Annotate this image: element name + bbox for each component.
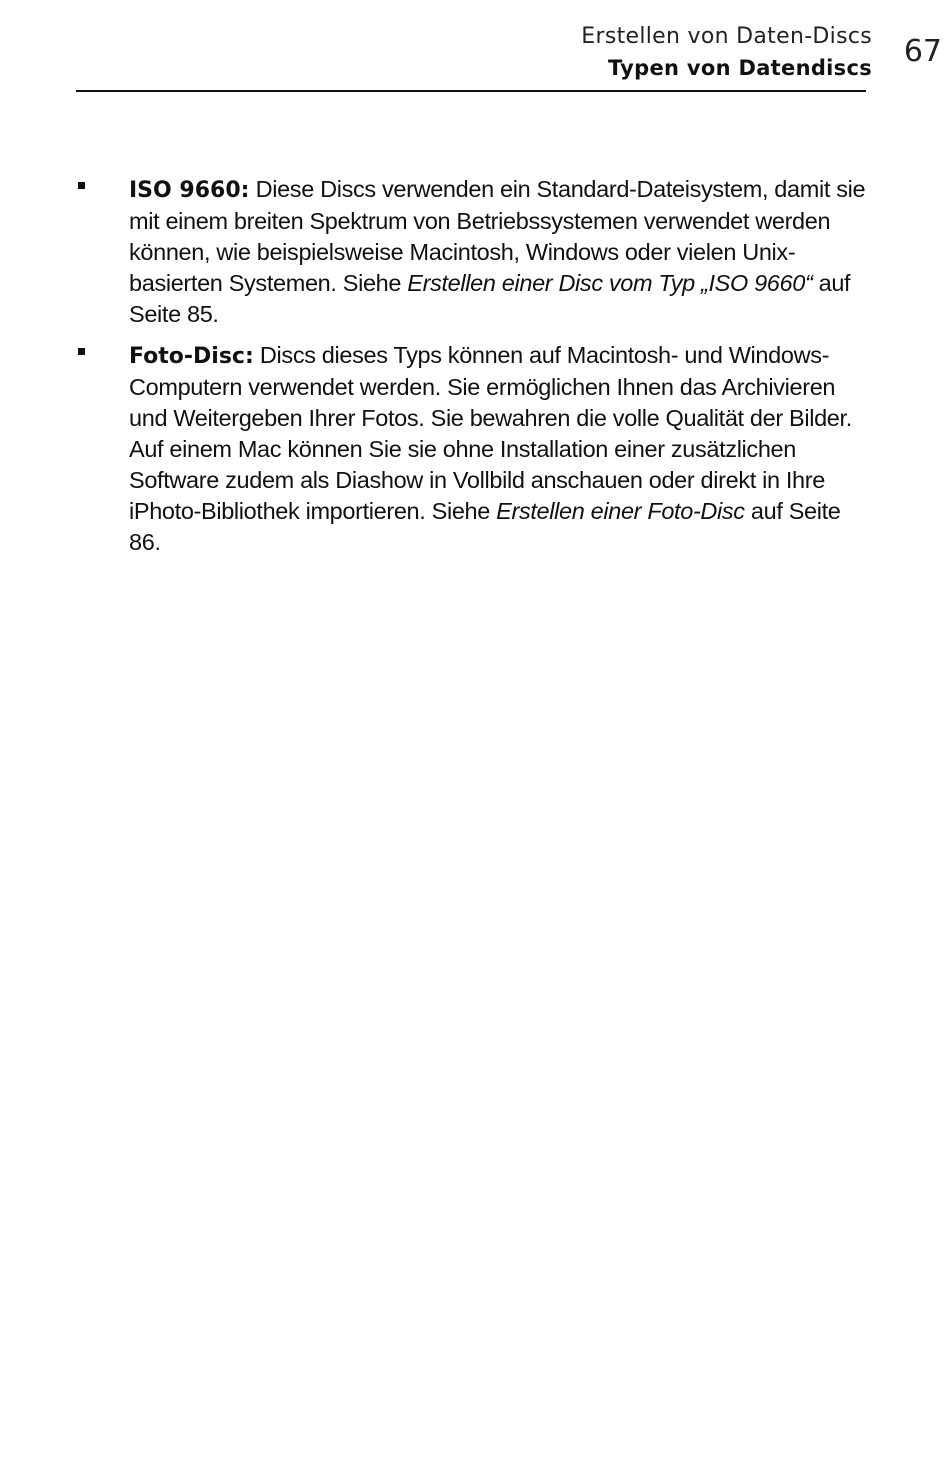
header-divider [76, 90, 866, 92]
bullet-list [76, 174, 871, 568]
bullet-icon [78, 348, 85, 355]
page-number: 67 [903, 34, 942, 69]
list-item-text: Discs dieses Typs können auf Macintosh- und Windows-Computern verwendet werden. Sie ermöglichen Ihnen das Archivieren und Weitergeben Ihrer Fotos. Sie bewahren die volle Qualität der Bilder. Auf einem Mac können Sie sie ohne Installation einer zusätzlichen Software zudem als Diashow in Vollbild anschauen oder direkt in Ihre iPhoto-Bibliothek importieren. Siehe [129, 342, 852, 524]
chapter-title: Erstellen von Daten-Discs [581, 24, 872, 49]
list-item-term: ISO 9660: [129, 178, 250, 203]
list-item-term: Foto-Disc: [129, 344, 254, 369]
list-item-foto-disc [76, 340, 871, 558]
list-item-page-ref: auf Seite 85. [129, 270, 851, 327]
bullet-icon [78, 182, 85, 189]
running-header [0, 0, 950, 100]
section-title: Typen von Datendiscs [608, 56, 872, 80]
list-item-page-ref: auf Seite 86. [129, 498, 841, 555]
cross-reference: Erstellen einer Foto-Disc [496, 498, 745, 524]
cross-reference: Erstellen einer Disc vom Typ „ISO 9660“ [407, 270, 813, 296]
list-item-iso-9660 [76, 174, 871, 330]
list-item-text: Diese Discs verwenden ein Standard-Dateisystem, damit sie mit einem breiten Spektrum von Betriebssystemen verwendet werden können, wie beispielsweise Macintosh, Windows oder vielen Unix-basierten Systemen. Siehe [129, 176, 866, 296]
